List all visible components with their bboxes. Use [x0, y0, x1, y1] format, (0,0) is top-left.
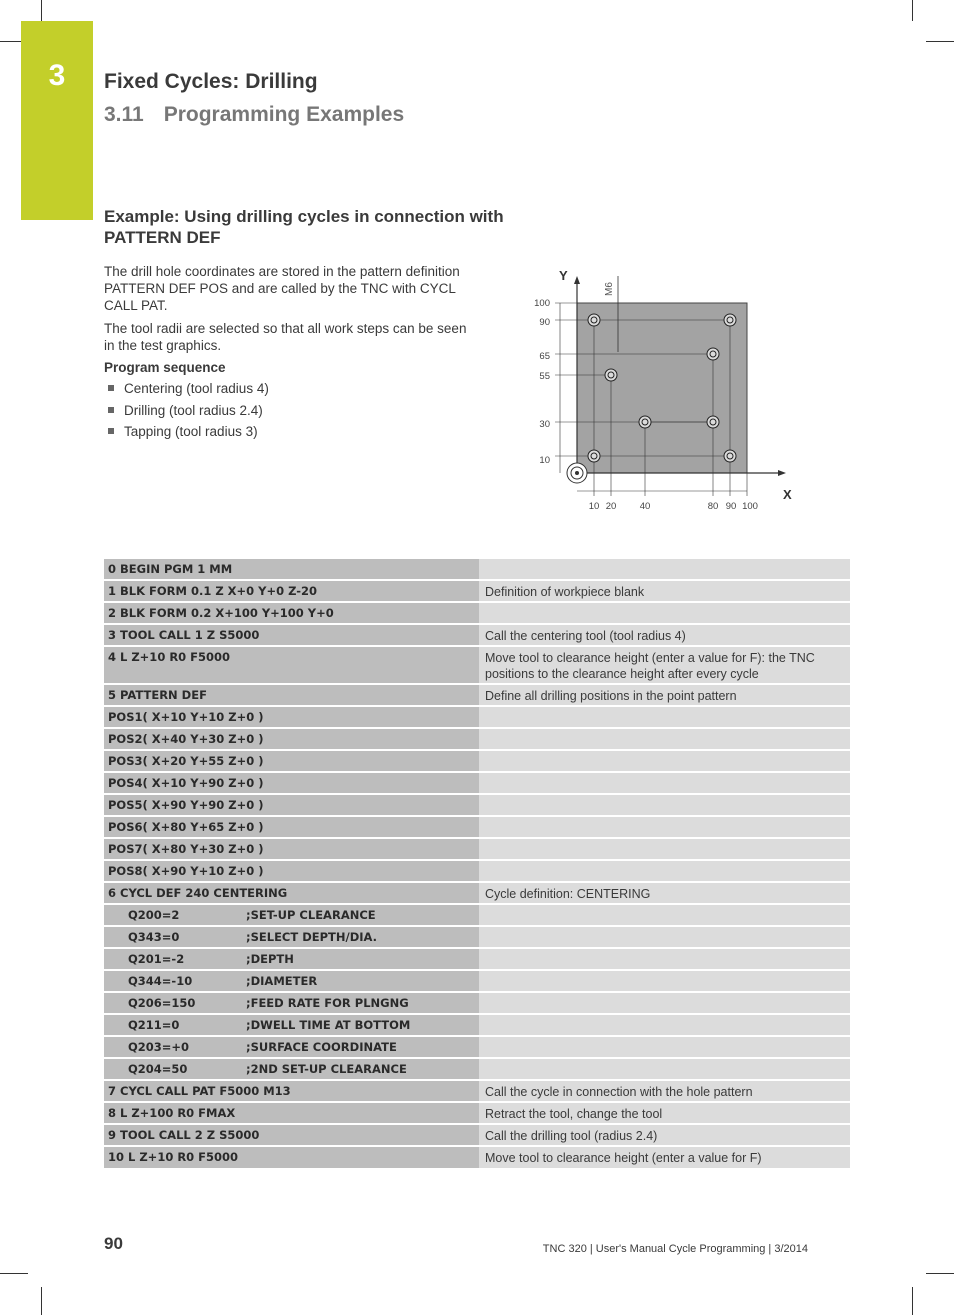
table-row	[104, 1102, 850, 1124]
table-row	[104, 646, 850, 684]
hole-pos1	[588, 450, 600, 462]
hole-pos2	[639, 416, 651, 428]
block-description	[479, 706, 850, 728]
block-description: Call the cycle in connection with the hole pattern	[479, 1080, 850, 1102]
cycle-parameter	[104, 992, 479, 1014]
cycle-parameter	[104, 970, 479, 992]
block-description	[479, 970, 850, 992]
nc-block: 5 PATTERN DEF	[104, 684, 479, 706]
parameter-comment: ;2ND SET-UP CLEARANCE	[246, 1062, 407, 1076]
nc-block: POS1( X+10 Y+10 Z+0 )	[104, 706, 479, 728]
section-number: 3.11	[104, 103, 144, 126]
hole-pos8	[724, 450, 736, 462]
cycle-parameter	[104, 948, 479, 970]
table-row	[104, 602, 850, 624]
cycle-parameter	[104, 926, 479, 948]
block-description	[479, 838, 850, 860]
nc-block: POS3( X+20 Y+55 Z+0 )	[104, 750, 479, 772]
table-row	[104, 1146, 850, 1168]
table-row	[104, 838, 850, 860]
block-description	[479, 816, 850, 838]
table-row	[104, 970, 850, 992]
list-item: Tapping (tool radius 3)	[104, 423, 269, 445]
y-tick-labels	[534, 298, 550, 466]
nc-block: 9 TOOL CALL 2 Z S5000	[104, 1124, 479, 1146]
workpiece-plate	[577, 303, 747, 473]
table-row	[104, 1124, 850, 1146]
parameter-comment: ;DWELL TIME AT BOTTOM	[246, 1018, 411, 1032]
block-description	[479, 794, 850, 816]
block-description: Definition of workpiece blank	[479, 580, 850, 602]
crop-mark	[41, 1287, 42, 1315]
hole-pos5	[724, 314, 736, 326]
y-tick-label: 55	[539, 371, 550, 382]
block-description: Call the centering tool (tool radius 4)	[479, 624, 850, 646]
crop-mark	[41, 0, 42, 21]
parameter-comment: ;SURFACE COORDINATE	[246, 1040, 397, 1054]
parameter-value: Q203=+0	[128, 1040, 190, 1054]
crop-mark	[0, 41, 21, 42]
example-title: Example: Using drilling cycles in connection with PATTERN DEF	[104, 207, 504, 247]
parameter-value: Q344=-10	[128, 974, 193, 988]
table-row	[104, 772, 850, 794]
block-description: Call the drilling tool (radius 2.4)	[479, 1124, 850, 1146]
document-info: TNC 320 | User's Manual Cycle Programming | 3/2014	[542, 1243, 808, 1255]
x-axis-label: X	[783, 487, 792, 502]
table-row	[104, 926, 850, 948]
block-description	[479, 750, 850, 772]
bullet-icon	[108, 385, 114, 391]
parameter-comment: ;DIAMETER	[246, 974, 318, 988]
parameter-value: Q343=0	[128, 930, 180, 944]
nc-block: POS6( X+80 Y+65 Z+0 )	[104, 816, 479, 838]
block-description	[479, 1036, 850, 1058]
block-description	[479, 948, 850, 970]
list-item: Centering (tool radius 4)	[104, 380, 269, 402]
parameter-comment: ;SELECT DEPTH/DIA.	[246, 930, 378, 944]
x-tick-labels	[589, 501, 758, 512]
hole-pos3	[605, 369, 617, 381]
hole-pos7	[707, 416, 719, 428]
block-description	[479, 1058, 850, 1080]
cycle-parameter	[104, 1036, 479, 1058]
nc-block: 2 BLK FORM 0.2 X+100 Y+100 Y+0	[104, 602, 479, 624]
nc-block: 0 BEGIN PGM 1 MM	[104, 558, 479, 580]
table-row	[104, 1036, 850, 1058]
cycle-parameter	[104, 1014, 479, 1036]
table-row	[104, 1058, 850, 1080]
table-row	[104, 816, 850, 838]
crop-mark	[926, 41, 954, 42]
page-number: 90	[104, 1234, 123, 1253]
table-row	[104, 1080, 850, 1102]
cycle-parameter	[104, 1058, 479, 1080]
chapter-tab	[21, 21, 93, 220]
block-description	[479, 728, 850, 750]
parameter-value: Q204=50	[128, 1062, 188, 1076]
nc-block: 8 L Z+100 R0 FMAX	[104, 1102, 479, 1124]
nc-block: 1 BLK FORM 0.1 Z X+0 Y+0 Z-20	[104, 580, 479, 602]
block-description	[479, 904, 850, 926]
table-row	[104, 860, 850, 882]
block-description	[479, 926, 850, 948]
list-item: Drilling (tool radius 2.4)	[104, 402, 269, 424]
table-row	[104, 684, 850, 706]
thread-label: M6	[604, 282, 615, 296]
block-description: Move tool to clearance height (enter a value for F)	[479, 1146, 850, 1168]
x-tick-label: 10	[588, 501, 600, 512]
bullet-icon	[108, 407, 114, 413]
x-axis-arrow	[778, 470, 786, 476]
y-axis-arrow	[574, 276, 580, 284]
table-row	[104, 624, 850, 646]
table-row	[104, 904, 850, 926]
y-axis-label: Y	[559, 268, 568, 283]
bullet-icon	[108, 428, 114, 434]
block-description	[479, 558, 850, 580]
x-tick-label: 20	[605, 501, 617, 512]
table-row	[104, 948, 850, 970]
cycle-parameter	[104, 904, 479, 926]
sequence-heading: Program sequence	[104, 360, 226, 375]
y-tick-label: 65	[539, 351, 550, 362]
nc-program-table	[104, 557, 850, 1168]
block-description	[479, 860, 850, 882]
table-row	[104, 1014, 850, 1036]
block-description	[479, 772, 850, 794]
nc-block: 3 TOOL CALL 1 Z S5000	[104, 624, 479, 646]
nc-block: 10 L Z+10 R0 F5000	[104, 1146, 479, 1168]
nc-block: POS2( X+40 Y+30 Z+0 )	[104, 728, 479, 750]
parameter-comment: ;DEPTH	[246, 952, 294, 966]
hole-pos6	[707, 348, 719, 360]
chapter-title: Fixed Cycles: Drilling	[104, 70, 318, 93]
parameter-value: Q211=0	[128, 1018, 180, 1032]
intro-paragraph: The drill hole coordinates are stored in the pattern definition PATTERN DEF POS and are called by the TNC with CYCL CALL PAT.	[104, 264, 460, 313]
table-row	[104, 558, 850, 580]
crop-mark	[912, 0, 913, 21]
table-row	[104, 794, 850, 816]
parameter-value: Q200=2	[128, 908, 180, 922]
parameter-comment: ;FEED RATE FOR PLNGNG	[246, 996, 409, 1010]
section-title: Programming Examples	[163, 103, 405, 126]
nc-block: POS8( X+90 Y+10 Z+0 )	[104, 860, 479, 882]
nc-block: POS7( X+80 Y+30 Z+0 )	[104, 838, 479, 860]
nc-block: POS4( X+10 Y+90 Z+0 )	[104, 772, 479, 794]
nc-block: POS5( X+90 Y+90 Z+0 )	[104, 794, 479, 816]
crop-mark	[0, 1273, 28, 1274]
tool-radii-paragraph: The tool radii are selected so that all work steps can be seen in the test graphics.	[104, 321, 467, 353]
hole-pattern-drawing	[520, 262, 800, 518]
y-tick-label: 100	[534, 298, 550, 309]
nc-block: 6 CYCL DEF 240 CENTERING	[104, 882, 479, 904]
section-heading	[104, 103, 404, 127]
parameter-comment: ;SET-UP CLEARANCE	[246, 908, 376, 922]
table-row	[104, 882, 850, 904]
nc-block: 4 L Z+10 R0 F5000	[104, 646, 479, 684]
block-description	[479, 1014, 850, 1036]
crop-mark	[912, 1287, 913, 1315]
block-description: Define all drilling positions in the point pattern	[479, 684, 850, 706]
table-row	[104, 728, 850, 750]
block-description: Cycle definition: CENTERING	[479, 882, 850, 904]
y-tick-label: 90	[539, 317, 550, 328]
parameter-value: Q201=-2	[128, 952, 185, 966]
x-tick-label: 40	[639, 501, 651, 512]
block-description	[479, 602, 850, 624]
block-description: Retract the tool, change the tool	[479, 1102, 850, 1124]
x-tick-label: 90	[725, 501, 737, 512]
nc-block: 7 CYCL CALL PAT F5000 M13	[104, 1080, 479, 1102]
chapter-number: 3	[48, 59, 66, 92]
table-row	[104, 706, 850, 728]
parameter-value: Q206=150	[128, 996, 196, 1010]
y-tick-label: 30	[539, 419, 550, 430]
x-tick-label: 100	[742, 501, 758, 512]
table-row	[104, 580, 850, 602]
crop-mark	[926, 1273, 954, 1274]
x-tick-label: 80	[707, 501, 719, 512]
y-tick-label: 10	[539, 455, 550, 466]
sequence-list	[104, 380, 269, 445]
table-row	[104, 992, 850, 1014]
block-description: Move tool to clearance height (enter a value for F): the TNC positions to the clearance height after every cycle	[479, 646, 850, 684]
table-row	[104, 750, 850, 772]
hole-pos4	[588, 314, 600, 326]
block-description	[479, 992, 850, 1014]
